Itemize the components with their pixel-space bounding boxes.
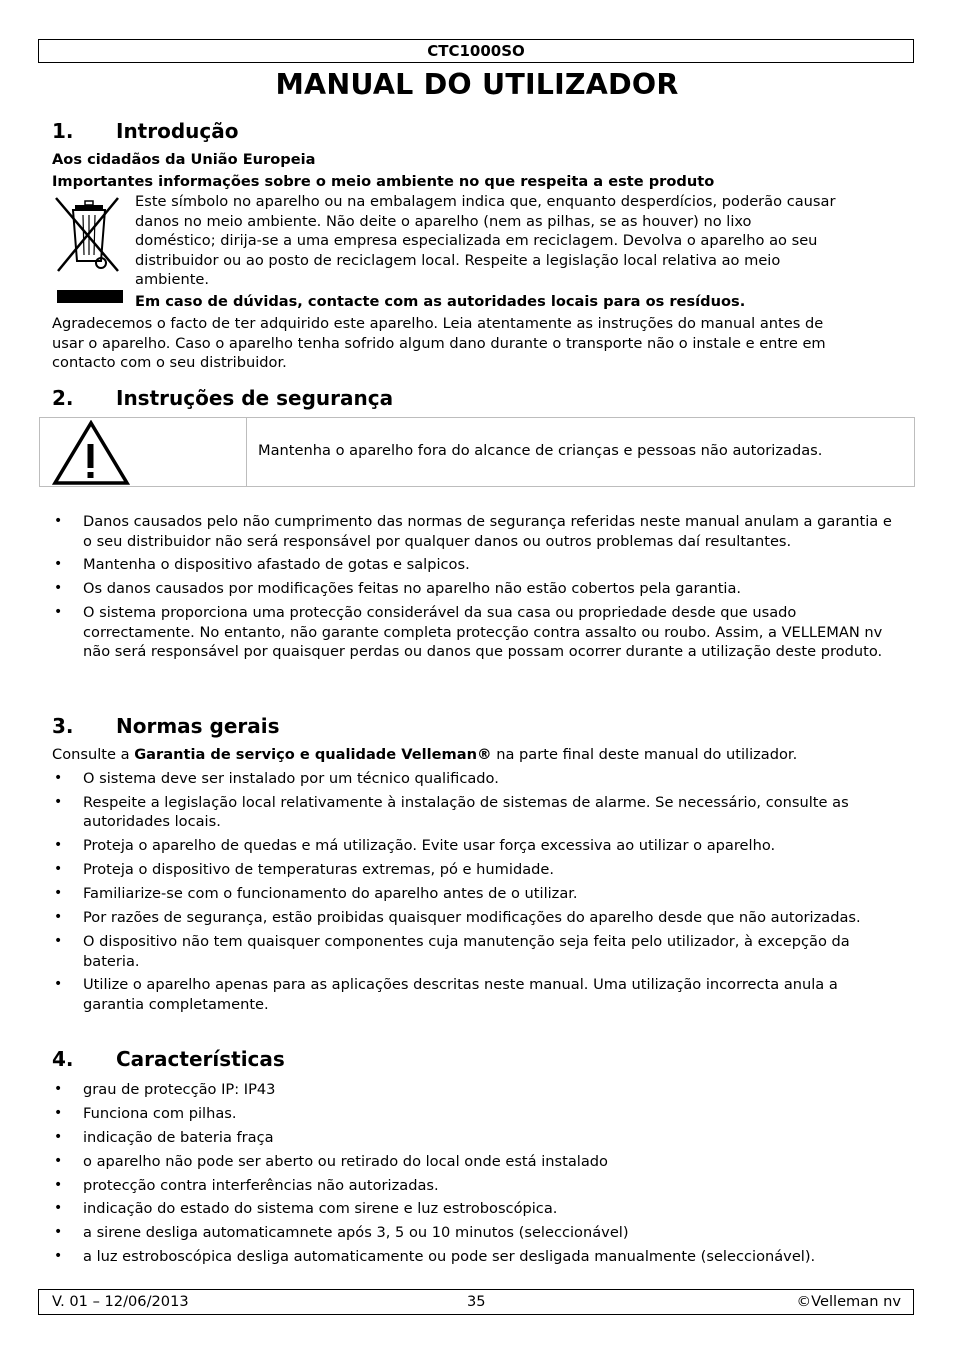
- thanks-paragraph: [52, 314, 826, 373]
- features-bullet-list: [52, 1080, 902, 1271]
- list-item: • Utilize o aparelho apenas para as aplicações descritas neste manual. Uma utilização incorrecta anula a garantia completamente.: [52, 975, 902, 1014]
- list-item: • o aparelho não pode ser aberto ou retirado do local onde está instalado: [52, 1152, 902, 1172]
- table-divider: [246, 418, 247, 486]
- thanks-line: contacto com o seu distribuidor.: [52, 354, 287, 372]
- list-item: • Respeite a legislação local relativamente à instalação de sistemas de alarme. Se necessário, consulte as autoridades locais.: [52, 793, 902, 832]
- weee-line: ambiente.: [135, 271, 210, 289]
- weee-black-bar: [57, 290, 123, 303]
- list-item: • Os danos causados por modificações feitas no aparelho não estão cobertos pela garantia.: [52, 579, 902, 599]
- warning-text: Mantenha o aparelho fora do alcance de crianças e pessoas não autorizadas.: [258, 442, 823, 459]
- model-number: CTC1000SO: [427, 42, 525, 60]
- section-title: Instruções de segurança: [116, 386, 394, 410]
- list-item: • Por razões de segurança, estão proibidas quaisquer modificações do aparelho desde que não autorizadas.: [52, 908, 902, 928]
- weee-line: doméstico; dirija-se a uma empresa especializada em reciclagem. Devolva o aparelho ao seu: [135, 232, 818, 250]
- page-title: MANUAL DO UTILIZADOR: [275, 68, 679, 101]
- section-title: Características: [116, 1047, 285, 1071]
- list-item: • Mantenha o dispositivo afastado de gotas e salpicos.: [52, 555, 902, 575]
- list-item: • Familiarize-se com o funcionamento do aparelho antes de o utilizar.: [52, 884, 902, 904]
- section-3-heading: [52, 714, 280, 738]
- section-title: Introdução: [116, 119, 239, 143]
- list-item: • Funciona com pilhas.: [52, 1104, 902, 1124]
- section-2-heading: [52, 386, 393, 410]
- section-1-heading: [52, 119, 239, 143]
- weee-paragraph: [135, 192, 835, 290]
- intro-suffix: na parte final deste manual do utilizador.: [491, 746, 798, 763]
- list-item: • O dispositivo não tem quaisquer componentes cuja manutenção seja feita pelo utilizador, à excepção da bateria.: [52, 932, 902, 971]
- eu-citizens-line: Aos cidadãos da União Europeia: [52, 151, 316, 168]
- contact-authorities-line: Em caso de dúvidas, contacte com as autoridades locais para os resíduos.: [135, 293, 746, 310]
- list-item: • Danos causados pelo não cumprimento das normas de segurança referidas neste manual anulam a garantia e o seu distribuidor não será responsável por qualquer danos ou outros problemas daí resultantes.: [52, 512, 902, 551]
- list-item: • a luz estroboscópica desliga automaticamente ou pode ser desligada manualmente (seleccionável).: [52, 1247, 902, 1267]
- warning-triangle-icon: [52, 420, 130, 486]
- section-number: 4.: [52, 1047, 74, 1071]
- list-item: • O sistema deve ser instalado por um técnico qualificado.: [52, 769, 902, 789]
- thanks-line: Agradecemos o facto de ter adquirido este aparelho. Leia atentamente as instruções do manual antes de: [52, 315, 824, 332]
- weee-line: danos no meio ambiente. Não deite o aparelho (nem as pilhas, se as houver) no lixo: [135, 212, 752, 230]
- section-number: 3.: [52, 714, 74, 738]
- weee-line: Este símbolo no aparelho ou na embalagem indica que, enquanto desperdícios, poderão causar: [135, 193, 836, 210]
- safety-bullet-list: [52, 512, 902, 666]
- list-item: • grau de protecção IP: IP43: [52, 1080, 902, 1100]
- section-title: Normas gerais: [116, 714, 280, 738]
- section-number: 2.: [52, 386, 74, 410]
- list-item: • Proteja o aparelho de quedas e má utilização. Evite usar força excessiva ao utilizar o aparelho.: [52, 836, 902, 856]
- section-4-heading: [52, 1047, 285, 1071]
- list-item: • indicação do estado do sistema com sirene e luz estroboscópica.: [52, 1199, 902, 1219]
- general-rules-bullet-list: [52, 769, 902, 1019]
- thanks-line: usar o aparelho. Caso o aparelho tenha sofrido algum dano durante o transporte não o instale e entre em: [52, 334, 826, 352]
- section-number: 1.: [52, 119, 74, 143]
- list-item: • indicação de bateria fraça: [52, 1128, 902, 1148]
- document-footer: [38, 1289, 914, 1315]
- list-item: • Proteja o dispositivo de temperaturas extremas, pó e humidade.: [52, 860, 902, 880]
- crossed-out-wheelie-bin-icon: [53, 195, 123, 275]
- copyright: ©Velleman nv: [796, 1293, 901, 1310]
- weee-line: distribuidor ou ao posto de reciclagem local. Respeite a legislação local relativa ao meio: [135, 251, 781, 269]
- environment-info-line: Importantes informações sobre o meio ambiente no que respeita a este produto: [52, 173, 715, 190]
- document-header: [38, 39, 914, 63]
- list-item: • protecção contra interferências não autorizadas.: [52, 1176, 902, 1196]
- version-date: V. 01 – 12/06/2013: [52, 1293, 189, 1310]
- warranty-reference-line: [52, 745, 797, 765]
- warranty-title: Garantia de serviço e qualidade Velleman®: [134, 746, 492, 763]
- list-item: • O sistema proporciona uma protecção considerável da sua casa ou propriedade desde que usado correctamente. No entanto, não garante completa protecção contra assalto ou roubo. Assim, a VELLEMAN nv não será responsável por quaisquer perdas ou danos que possam ocorrer durante a utilização deste produto.: [52, 603, 902, 662]
- intro-prefix: Consulte a: [52, 746, 135, 763]
- list-item: • a sirene desliga automaticamnete após 3, 5 ou 10 minutos (seleccionável): [52, 1223, 902, 1243]
- warning-table: [39, 417, 915, 487]
- page-number: 35: [467, 1293, 486, 1310]
